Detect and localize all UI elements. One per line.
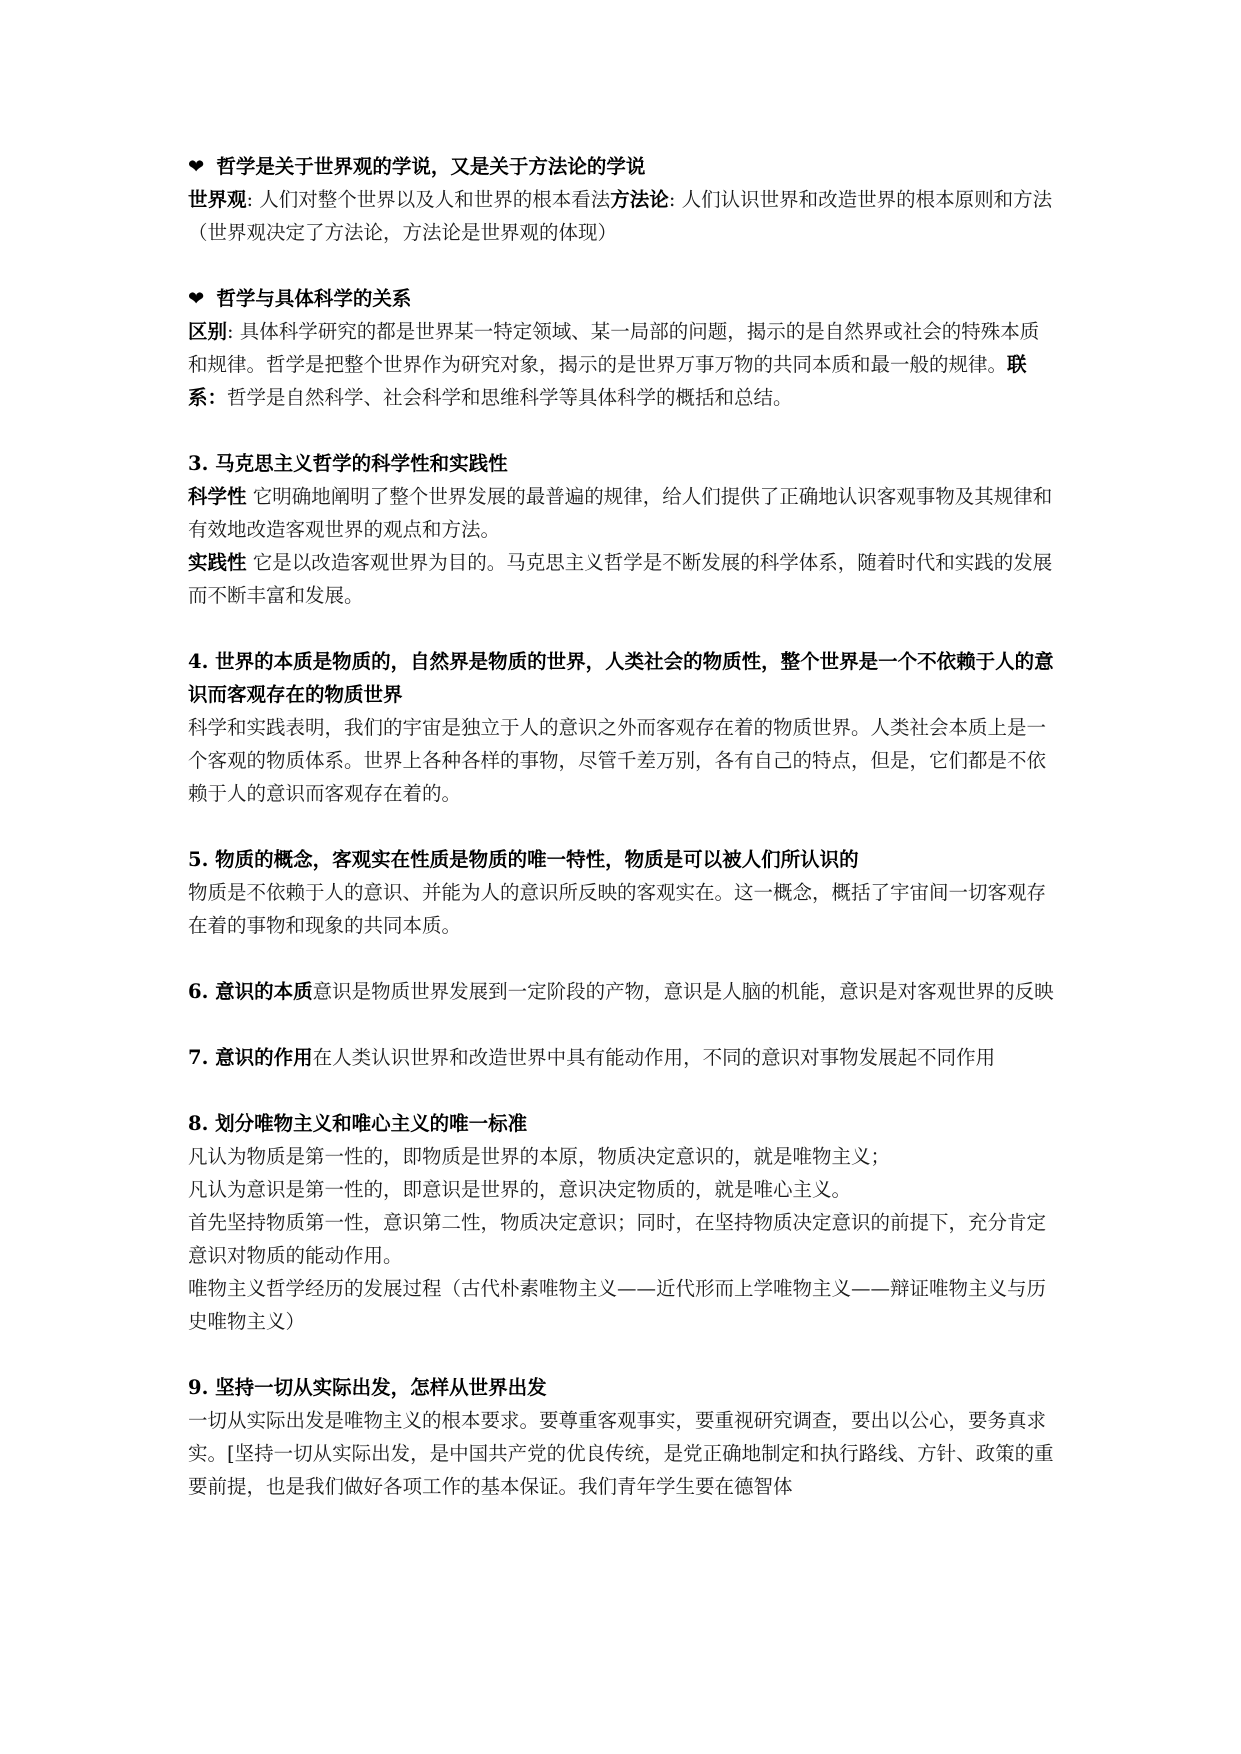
term-definition: 它明确地阐明了整个世界发展的最普遍的规律，给人们提供了正确地认识客观事物及其规律和有效地改造客观世界的观点和方法。 [188, 485, 1053, 541]
term-label: 区别 [188, 320, 228, 343]
section-heading [188, 150, 1058, 183]
term-label: 联系： [188, 353, 1027, 409]
section-9 [188, 1371, 1058, 1503]
paragraph [188, 1041, 1058, 1074]
paragraph: 物质是不依赖于人的意识、并能为人的意识所反映的客观实在。这一概念，概括了宇宙间一切客观存在着的事物和现象的共同本质。 [188, 881, 1047, 937]
section-title: 哲学与具体科学的关系 [216, 287, 412, 310]
paragraph: 科学和实践表明，我们的宇宙是独立于人的意识之外而客观存在着的物质世界。人类社会本质上是一个客观的物质体系。世界上各种各样的事物，尽管千差万别，各有自己的特点，但是，它们都是不依赖于人的意识而客观存在着的。 [188, 716, 1047, 805]
section-title: 4. 世界的本质是物质的，自然界是物质的世界，人类社会的物质性，整个世界是一个不依赖于人的意识而客观存在的物质世界 [188, 650, 1054, 706]
term-label: 科学性 [188, 485, 247, 508]
paragraph [188, 546, 1058, 612]
paragraph: （世界观决定了方法论，方法论是世界观的体现） [188, 221, 618, 244]
paragraph: 一切从实际出发是唯物主义的根本要求。要尊重客观事实，要重视研究调查，要出以公心，要务真求实。[坚持一切从实际出发，是中国共产党的优良传统，是党正确地制定和执行路线、方针、政策的重要前提，也是我们做好各项工作的基本保证。我们青年学生要在德智体 [188, 1409, 1054, 1498]
term-label: 方法论 [610, 188, 669, 211]
term-label: 世界观 [188, 188, 247, 211]
term-definition: 它是以改造客观世界为目的。马克思主义哲学是不断发展的科学体系，随着时代和实践的发展而不断丰富和发展。 [188, 551, 1053, 607]
term-definition: 哲学是自然科学、社会科学和思维科学等具体科学的概括和总结。 [227, 386, 793, 409]
paragraph [188, 183, 1058, 216]
section-5 [188, 843, 1058, 942]
term-definition: : 人们对整个世界以及人和世界的根本看法 [246, 188, 611, 211]
term-definition: : 人们认识世界和改造世界的根本原则和方法 [668, 188, 1053, 211]
section-7 [188, 1041, 1058, 1074]
heart-icon: ❤ [188, 287, 205, 310]
section-philosophy-worldview [188, 150, 1058, 249]
document-body [188, 150, 1058, 1536]
section-title: 6. 意识的本质 [188, 980, 313, 1003]
section-title: 哲学是关于世界观的学说，又是关于方法论的学说 [216, 155, 646, 178]
section-title: 8. 划分唯物主义和唯心主义的唯一标准 [188, 1112, 528, 1135]
paragraph [188, 315, 1058, 414]
section-4 [188, 645, 1058, 810]
section-8 [188, 1107, 1058, 1338]
term-label: 实践性 [188, 551, 247, 574]
paragraph: 唯物主义哲学经历的发展过程（古代朴素唯物主义——近代形而上学唯物主义——辩证唯物主义与历史唯物主义） [188, 1277, 1047, 1333]
section-6 [188, 975, 1058, 1008]
section-title: 7. 意识的作用 [188, 1046, 313, 1069]
paragraph-text: 意识是物质世界发展到一定阶段的产物，意识是人脑的机能，意识是对客观世界的反映 [312, 980, 1054, 1003]
paragraph: 首先坚持物质第一性，意识第二性，物质决定意识；同时，在坚持物质决定意识的前提下，充分肯定意识对物质的能动作用。 [188, 1211, 1047, 1267]
paragraph: 凡认为意识是第一性的，即意识是世界的，意识决定物质的，就是唯心主义。 [188, 1178, 852, 1201]
heart-icon: ❤ [188, 155, 205, 178]
term-definition: : 具体科学研究的都是世界某一特定领域、某一局部的问题，揭示的是自然界或社会的特殊本质和规律。哲学是把整个世界作为研究对象，揭示的是世界万事万物的共同本质和最一般的规律。 [188, 320, 1040, 376]
section-title: 5. 物质的概念，客观实在性质是物质的唯一特性，物质是可以被人们所认识的 [188, 848, 859, 871]
paragraph [188, 975, 1058, 1008]
section-heading [188, 282, 1058, 315]
paragraph: 凡认为物质是第一性的，即物质是世界的本原，物质决定意识的，就是唯物主义； [188, 1145, 891, 1168]
section-3 [188, 447, 1058, 612]
section-title: 3. 马克思主义哲学的科学性和实践性 [188, 452, 508, 475]
paragraph [188, 480, 1058, 546]
section-philosophy-science [188, 282, 1058, 414]
section-title: 9. 坚持一切从实际出发，怎样从世界出发 [188, 1376, 547, 1399]
paragraph-text: 在人类认识世界和改造世界中具有能动作用，不同的意识对事物发展起不同作用 [312, 1046, 996, 1069]
